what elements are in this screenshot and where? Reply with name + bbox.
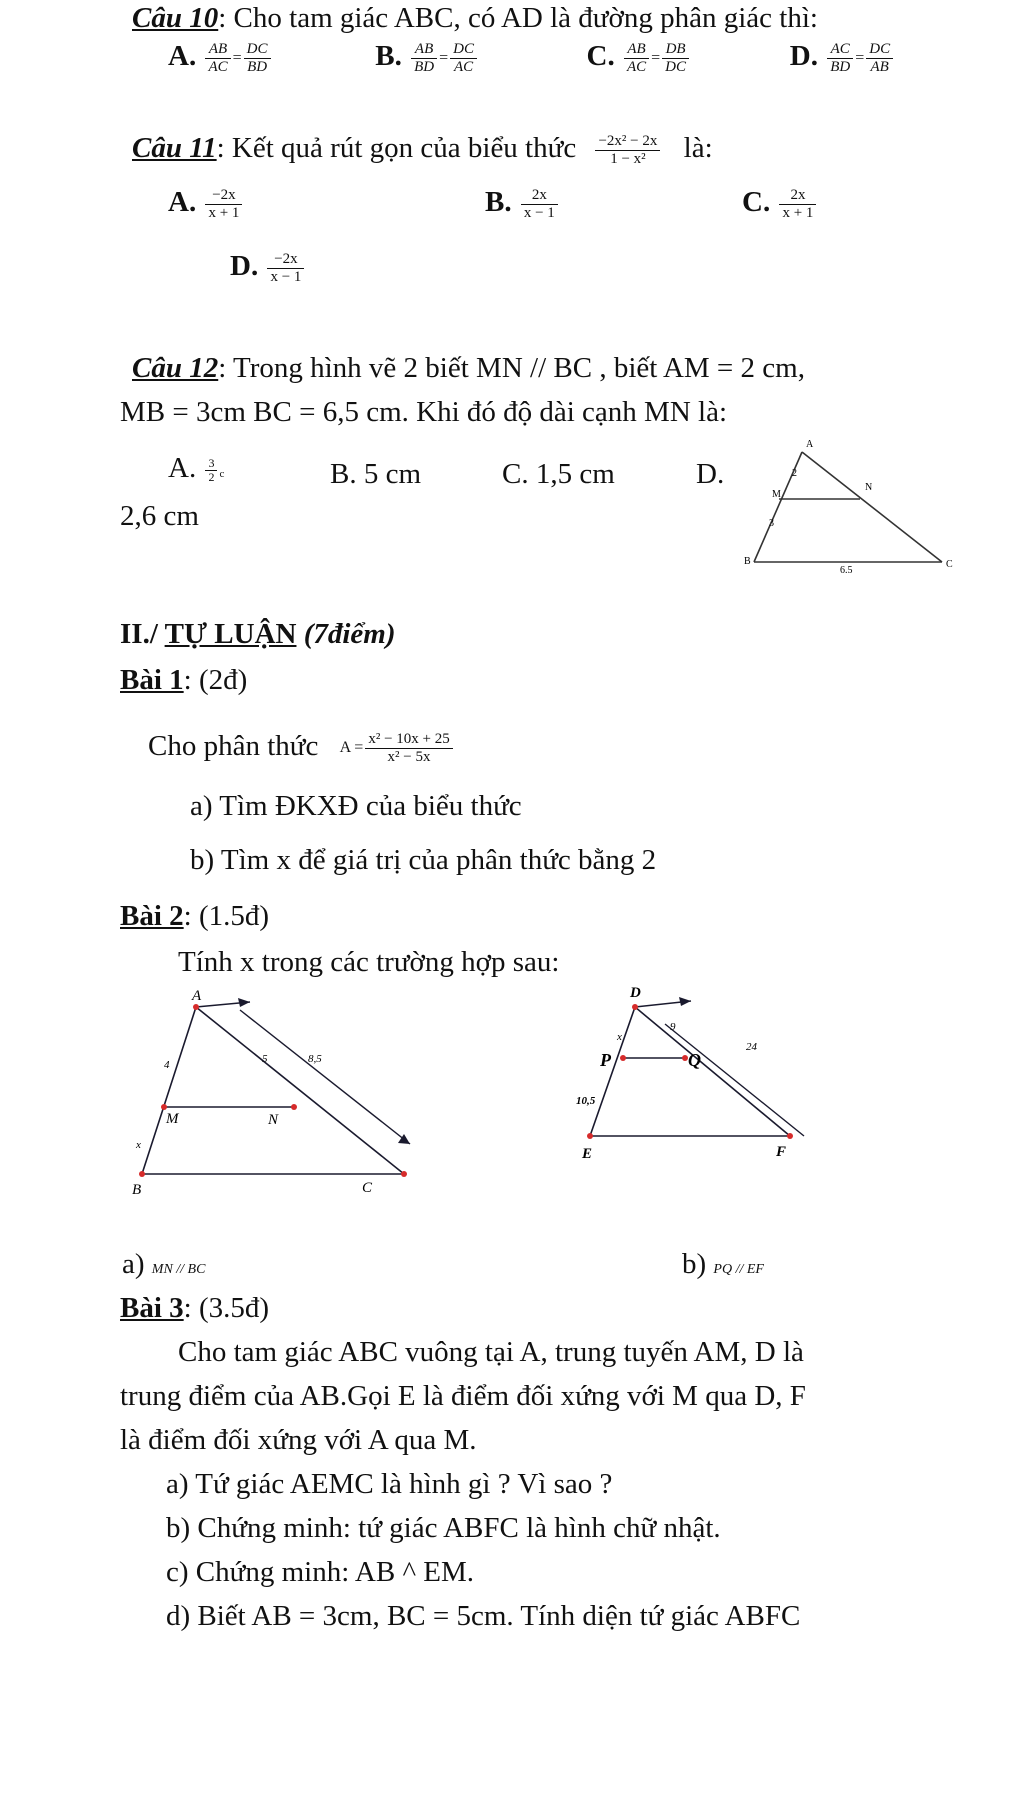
point-label-a: A xyxy=(806,439,814,450)
q10-options xyxy=(168,40,895,76)
fraction-numerator: −2x² − 2x xyxy=(595,133,660,151)
point-label-c: C xyxy=(362,1180,373,1196)
fraction-numerator: 3 xyxy=(205,457,217,471)
equals-sign: = xyxy=(232,49,242,67)
point-label-e: E xyxy=(582,1146,593,1162)
bai3-part-a: a) Tứ giác AEMC là hình gì ? Vì sao ? xyxy=(166,1468,613,1500)
point-label-b: B xyxy=(744,556,751,567)
q10-option-b[interactable] xyxy=(375,40,579,76)
q12-option-d-value: 2,6 cm xyxy=(120,500,199,532)
fraction-denominator: x − 1 xyxy=(523,204,555,221)
arrow-icon xyxy=(679,997,691,1006)
q11-label: Câu 11 xyxy=(132,132,217,164)
bai2-figure-b xyxy=(560,984,820,1204)
parallel-line xyxy=(665,1024,804,1136)
side-de xyxy=(590,1007,635,1136)
q12-label: Câu 12 xyxy=(132,352,219,384)
point-label-b: B xyxy=(132,1182,142,1198)
fraction-numerator: AB xyxy=(205,41,230,59)
bai1-title: Bài 1 xyxy=(120,664,184,696)
q11-option-b[interactable] xyxy=(485,186,560,222)
point-label-c: C xyxy=(946,559,953,570)
q10-option-d[interactable] xyxy=(790,40,895,76)
fraction-denominator: x + 1 xyxy=(782,204,814,221)
q11-option-d[interactable] xyxy=(230,250,306,286)
fraction-denominator: 1 − x² xyxy=(610,150,646,167)
bai2-caption-b xyxy=(682,1248,764,1281)
option-letter: A. xyxy=(168,452,197,484)
fraction-numerator: DC xyxy=(866,41,893,59)
fraction-numerator: DB xyxy=(662,41,689,59)
caption-letter: a) xyxy=(122,1248,145,1280)
option-letter: A. xyxy=(168,186,197,218)
q12-option-c[interactable]: C. 1,5 cm xyxy=(502,458,615,490)
q12-option-b[interactable]: B. 5 cm xyxy=(330,458,422,490)
fraction-numerator: −2x xyxy=(205,187,242,205)
fraction-denominator: x² − 5x xyxy=(387,748,431,765)
side-ac xyxy=(196,1007,404,1174)
fraction-denominator: AB xyxy=(870,58,889,75)
q10-heading xyxy=(132,2,818,35)
option-letter: D. xyxy=(789,40,818,72)
arrow-icon xyxy=(238,998,250,1007)
q11-option-c[interactable] xyxy=(742,186,818,222)
length-am: 4 xyxy=(164,1059,170,1071)
bai2-title: Bài 2 xyxy=(120,900,184,932)
length-mb: x xyxy=(136,1139,141,1151)
q11-option-a[interactable] xyxy=(168,186,244,222)
point-label-n: N xyxy=(268,1112,279,1128)
point-label-n: N xyxy=(865,482,873,493)
bai1-intro-text: Cho phân thức xyxy=(148,730,319,762)
side-ab xyxy=(142,1007,196,1174)
fraction-numerator: AB xyxy=(624,41,649,59)
length-am: 2 xyxy=(792,468,797,479)
fraction-denominator: AC xyxy=(453,58,474,75)
parallel-line xyxy=(240,1010,410,1144)
caption-text: MN // BC xyxy=(151,1262,206,1277)
point-m xyxy=(161,1104,167,1110)
length-qf: 24 xyxy=(746,1041,757,1053)
bai2-caption-a xyxy=(122,1248,205,1281)
bai3-line1: Cho tam giác ABC vuông tại A, trung tuyến AM, D là xyxy=(178,1336,804,1368)
bai2-points: : (1.5đ) xyxy=(183,900,270,932)
option-a-tail: c xyxy=(219,468,225,480)
caption-text: PQ // EF xyxy=(713,1262,764,1277)
fraction-denominator: AC xyxy=(208,58,228,75)
point-label-p: P xyxy=(600,1050,611,1070)
q12-line2: MB = 3cm BC = 6,5 cm. Khi đó độ dài cạnh MN là: xyxy=(120,396,728,428)
length-nc: 8,5 xyxy=(308,1053,322,1065)
side-df xyxy=(635,1007,790,1136)
q11-text: : Kết quả rút gọn của biểu thức xyxy=(216,132,577,164)
length-dq: 9 xyxy=(670,1021,676,1033)
section-title xyxy=(120,618,396,651)
length-bc: 6.5 xyxy=(840,565,853,576)
length-pe: 10,5 xyxy=(576,1095,596,1107)
point-e xyxy=(587,1133,593,1139)
section-points: (7điểm) xyxy=(296,618,396,650)
option-letter: D. xyxy=(230,250,259,282)
fraction-denominator: 2 xyxy=(208,469,215,484)
fraction-numerator: x² − 10x + 25 xyxy=(365,731,452,749)
q12-option-d[interactable]: D. xyxy=(696,458,725,490)
fraction-numerator: −2x xyxy=(267,251,304,269)
q11-heading xyxy=(132,132,713,168)
length-an: 5 xyxy=(262,1053,268,1065)
q10-label: Câu 10 xyxy=(132,2,219,34)
bai3-heading xyxy=(120,1292,269,1325)
bai1-intro xyxy=(148,730,455,766)
section-name: TỰ LUẬN xyxy=(164,618,297,650)
bai3-title: Bài 3 xyxy=(120,1292,184,1324)
bai1-heading xyxy=(120,664,247,697)
section-prefix: II./ xyxy=(120,618,165,650)
equals-sign: = xyxy=(439,49,449,67)
bai3-points: : (3.5đ) xyxy=(183,1292,270,1324)
equals-sign: = xyxy=(651,49,661,67)
bai1-part-a: a) Tìm ĐKXĐ của biểu thức xyxy=(190,790,522,822)
fraction-denominator: BD xyxy=(247,58,268,75)
length-mb: 3 xyxy=(769,518,774,529)
q11-suffix: là: xyxy=(683,132,713,164)
bai1-a-label: A = xyxy=(339,739,364,757)
bai3-part-d: d) Biết AB = 3cm, BC = 5cm. Tính diện tứ giác ABFC xyxy=(166,1600,801,1632)
option-letter: A. xyxy=(168,40,197,72)
caption-letter: b) xyxy=(682,1248,707,1280)
fraction-numerator: DC xyxy=(244,41,271,59)
bai2-intro: Tính x trong các trường hợp sau: xyxy=(178,946,560,978)
fraction-numerator: AC xyxy=(827,41,853,59)
point-label-d: D xyxy=(630,985,641,1001)
fraction-denominator: x + 1 xyxy=(208,204,240,221)
fraction-numerator: DC xyxy=(450,41,477,59)
point-label-q: Q xyxy=(688,1050,701,1070)
option-letter: B. xyxy=(485,186,512,218)
fraction-denominator: BD xyxy=(830,58,851,75)
q12-heading xyxy=(132,352,805,385)
point-label-f: F xyxy=(776,1144,787,1160)
bai2-heading xyxy=(120,900,269,933)
fraction-numerator: AB xyxy=(411,41,437,59)
fraction-numerator: 2x xyxy=(779,187,816,205)
q10-option-c[interactable] xyxy=(587,40,783,76)
bai3-part-b: b) Chứng minh: tứ giác ABFC là hình chữ nhật. xyxy=(166,1512,721,1544)
q12-line1: : Trong hình vẽ 2 biết MN // BC , biết AM = 2 cm, xyxy=(218,352,805,384)
side-ac xyxy=(802,452,942,562)
point-c xyxy=(401,1171,407,1177)
point-a xyxy=(193,1004,199,1010)
fraction-numerator: 2x xyxy=(521,187,558,205)
point-label-m: M xyxy=(166,1111,179,1127)
bai1-points: : (2đ) xyxy=(183,664,248,696)
option-letter: C. xyxy=(742,186,771,218)
bai3-line2: trung điểm của AB.Gọi E là điểm đối xứng với M qua D, F xyxy=(120,1380,806,1412)
length-dp: x xyxy=(617,1031,622,1043)
bai3-line3: là điểm đối xứng với A qua M. xyxy=(120,1424,477,1456)
option-letter: C. xyxy=(586,40,615,72)
option-letter: B. xyxy=(375,40,402,72)
q12-figure xyxy=(732,434,962,584)
fraction-denominator: BD xyxy=(414,58,435,75)
point-f xyxy=(787,1133,793,1139)
bai1-part-b: b) Tìm x để giá trị của phân thức bằng 2 xyxy=(190,844,657,876)
bai2-figure-a xyxy=(120,984,440,1204)
fraction-denominator: DC xyxy=(665,58,686,75)
point-p xyxy=(620,1055,626,1061)
point-n xyxy=(291,1104,297,1110)
point-label-a: A xyxy=(192,988,202,1004)
bai3-part-c: c) Chứng minh: AB ^ EM. xyxy=(166,1556,475,1588)
equals-sign: = xyxy=(855,49,865,67)
fraction-denominator: AC xyxy=(626,58,647,75)
point-label-m: M xyxy=(772,489,781,500)
q10-text: : Cho tam giác ABC, có AD là đường phân giác thì: xyxy=(218,2,818,34)
q10-option-a[interactable] xyxy=(168,40,368,76)
point-b xyxy=(139,1171,145,1177)
q12-option-a[interactable] xyxy=(168,452,224,485)
fraction-denominator: x − 1 xyxy=(270,268,302,285)
point-d xyxy=(632,1004,638,1010)
q11-expression xyxy=(595,133,660,168)
